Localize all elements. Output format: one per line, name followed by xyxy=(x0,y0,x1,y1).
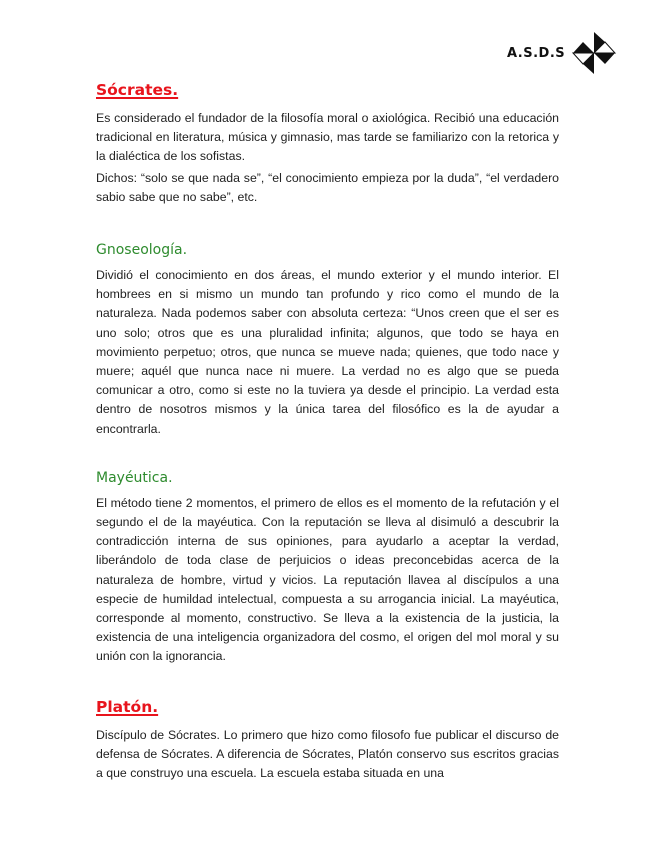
document-body xyxy=(96,80,559,783)
heading-platon: Platón. xyxy=(96,697,159,716)
brand-logo xyxy=(507,30,617,76)
paragraph-mayeutica: El método tiene 2 momentos, el primero de ellos es el momento de la refutación y el segundo el de la mayéutica. Con la reputación se lleva al disimuló a descubrir la contradicción interna de sus opiniones, para ayudarlo a aceptar la verdad, liberándolo de toda clase de perjuicios o ideas preconcebidas acerca de la naturaleza de hombre, virtud y vicios. La reputación llavea al discípulos a una especie de humildad intelectual, compuesta a su arrogancia inicial. La mayéutica, corresponde al momento, constructivo. Se lleva a la existencia de la justicia, la existencia de una inteligencia organizadora del cosmo, el origen del mol moral y su unión con la ignorancia. xyxy=(96,495,559,664)
heading-socrates: Sócrates. xyxy=(96,81,179,99)
paragraph-gnoseologia: Dividió el conocimiento en dos áreas, el mundo exterior y el mundo interior. El hombrees en si mismo un mundo tan profundo y rico como el mundo de la naturaleza. Nada podemos saber con absoluta certeza: “Unos creen que el ser es uno solo; otros que es una pluralidad infinita; algunos, que todo se haya en movimiento perpetuo; otros, que nunca se mueve nada; quienes, que todo nace y muere; aquél que nunca nace ni muere. La verdad no es algo que se pueda comunicar a otro, como si este no la tuviera ya desde el principio. La verdad esta dentro de nosotros mismos y la única tarea del filosófico es la de ayudar a encontrarla. xyxy=(96,268,559,436)
paragraph-socrates-dichos: Dichos: “solo se que nada se”, “el conocimiento empieza por la duda”, “el verdadero sabio sabe que no sabe”, etc. xyxy=(96,170,559,204)
pinwheel-logo-icon xyxy=(571,30,617,76)
logo-text: A.S.D.S xyxy=(507,45,566,61)
heading-mayeutica: Mayéutica. xyxy=(96,469,173,486)
paragraph-platon: Discípulo de Sócrates. Lo primero que hizo como filosofo fue publicar el discurso de defensa de Sócrates. A diferencia de Sócrates, Platón conservo sus escritos gracias a que construyo una escuela. La escuela estaba situada en una xyxy=(96,727,559,781)
paragraph-socrates-intro: Es considerado el fundador de la filosofía moral o axiológica. Recibió una educación tradicional en literatura, música y gimnasio, mas tarde se familiarizo con la retorica y la dialéctica de los sofistas. xyxy=(96,111,559,164)
heading-gnoseologia: Gnoseología. xyxy=(96,242,188,259)
